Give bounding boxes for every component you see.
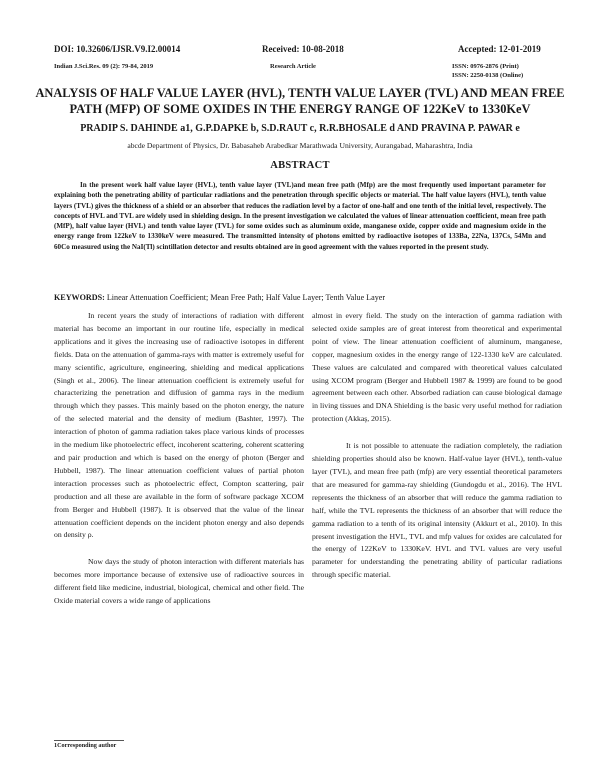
accepted-date: Accepted: 12-01-2019 — [458, 44, 541, 54]
article-type: Research Article — [270, 63, 316, 70]
journal-citation: Indian J.Sci.Res. 09 (2): 79-84, 2019 — [54, 63, 154, 70]
body-paragraph: almost in every field. The study on the interaction of gamma radiation with selected oxide samples are of great interest from theoretical and experimental point of view. The linear attenuation coefficient of aluminum, manganese, copper, magnesium oxides in the energy range of 122-1330 keV are calculated. These values are calculated and compared with theoretical values calculated using XCOM program (Berger and Hubbell 1987 & 1999) are found to be good agreement between each other. Absorbed radiation can cause biological damage in living tissues and DNA Shielding is the basic very useful method for radiation protection (Akkaş, 2015). — [312, 311, 562, 424]
issn-online: ISSN: 2250-0138 (Online) — [452, 72, 524, 79]
body-paragraph: In recent years the study of interactions of radiation with different material has become an important in our routine life, especially in medical applications and it gives the increasing use of radioactive isotopes in different fields. Data on the attenuation of gamma-rays with matter is extremely useful for many scientific, agriculture, engineering, shielding and medical applications (Singh et al., 2006). The linear attenuation coefficient is extremely useful for characterizing the penetration and diffusion of gamma rays in the medium through which they passes. This mainly based on the photon energy, the nature of the selected material and the density of medium (Bashter, 1997). The interaction of photon of gamma radiation takes place various kinds of processes in the medium like photoelectric effect, incoherent scattering, coherent scattering and pair production and which is based on the energy of photon (Berger and Hubbell, 1987). The linear attenuation coefficient values of partial photon interaction processes such as photoelectric effect, Compton scattering, pair production and all these are available in the form of software package XCOM from Berger and Hubbell (1987). It is observed that the value of the linear attenuation coefficient depends on the incident photon energy and also depends on density ρ. — [54, 311, 304, 540]
paper-title: ANALYSIS OF HALF VALUE LAYER (HVL), TENTH VALUE LAYER (TVL) AND MEAN FREE PATH (MFP) OF SOME OXIDES IN THE ENERGY RANGE OF 122KeV to 1330KeV — [35, 86, 565, 116]
doi: DOI: 10.32606/IJSR.V9.I2.00014 — [54, 44, 181, 54]
abstract-heading: ABSTRACT — [270, 160, 330, 171]
received-date: Received: 10-08-2018 — [262, 44, 344, 54]
keywords-label: KEYWORDS: — [54, 293, 105, 302]
keywords-text: Linear Attenuation Coefficient; Mean Free Path; Half Value Layer; Tenth Value Layer — [104, 293, 386, 302]
body-paragraph: Now days the study of photon interaction with different materials has becomes more importance because of extensive use of radioactive sources in different field like medicine, industrial, biological, chemical and other field. The Oxide material covers a wide range of applications — [54, 557, 304, 606]
affiliation: abcde Department of Physics, Dr. Babasaheb Arabedkar Marathwada University, Aurangabad, Maharashtra, India — [127, 141, 473, 150]
body-column-right — [312, 310, 562, 582]
author-list: PRADIP S. DAHINDE a1, G.P.DAPKE b, S.D.RAUT c, R.R.BHOSALE d AND PRAVINA P. PAWAR e — [80, 123, 520, 134]
footnote: 1Corresponding author — [54, 742, 117, 749]
footnote-rule — [54, 740, 124, 741]
body-paragraph: It is not possible to attenuate the radiation completely, the radiation shielding properties should also be known. Half-value layer (HVL), tenth-value layer (TVL), and mean free path (mfp) are very essential theoretical parameters that are measured for gamma-ray shielding (Gundogdu et al., 2016). The HVL represents the thickness of an absorber that will reduce the gamma radiation to half, while the TVL represents the thickness of an absorber that will reduce the gamma radiation to a tenth of its original intensity (Akkurt et al., 2010). In this present investigation the HVL, TVL and mfp values for oxides are calculated for the energy of 122KeV to 1330KeV. HVL and TVL values are very useful parameter for understanding the penetrating ability of particular radiations through specific material. — [312, 441, 562, 580]
body-column-left — [54, 310, 304, 608]
abstract-text: In the present work half value layer (HVL), tenth value layer (TVL)and mean free path (Mfp) are the most frequently used important parameter for explaining both the penetrating ability of particular radiations and the penetration through specific objects or material. The half value layers (HVL), tenth value layers (TVL) gives the thickness of a shield or an absorber that reduces the radiation level by a factor of one-half and one tenth of the initial level, respectively. The concepts of HVL and TVL are widely used in shielding design. In the present investigation we calculated the values of linear attenuation coefficient, mean free path (MfP), half value layer (HVL) and tenth value layer (TVL) for some oxides such as aluminum oxide, manganese oxide, copper oxide and magnesium oxide in the energy range from 122keV to 1330keV were measured. The transmitted intensity of photons emitted by radioactive isotopes of 133Ba, 22Na, 137Cs, 54Mn and 60Co measured using the NaI(Tl) scintillation detector and results obtained are in good agreement with the values reported in the present study. — [54, 181, 546, 251]
issn-print: ISSN: 0976-2876 (Print) — [452, 63, 519, 70]
keywords — [54, 293, 554, 302]
